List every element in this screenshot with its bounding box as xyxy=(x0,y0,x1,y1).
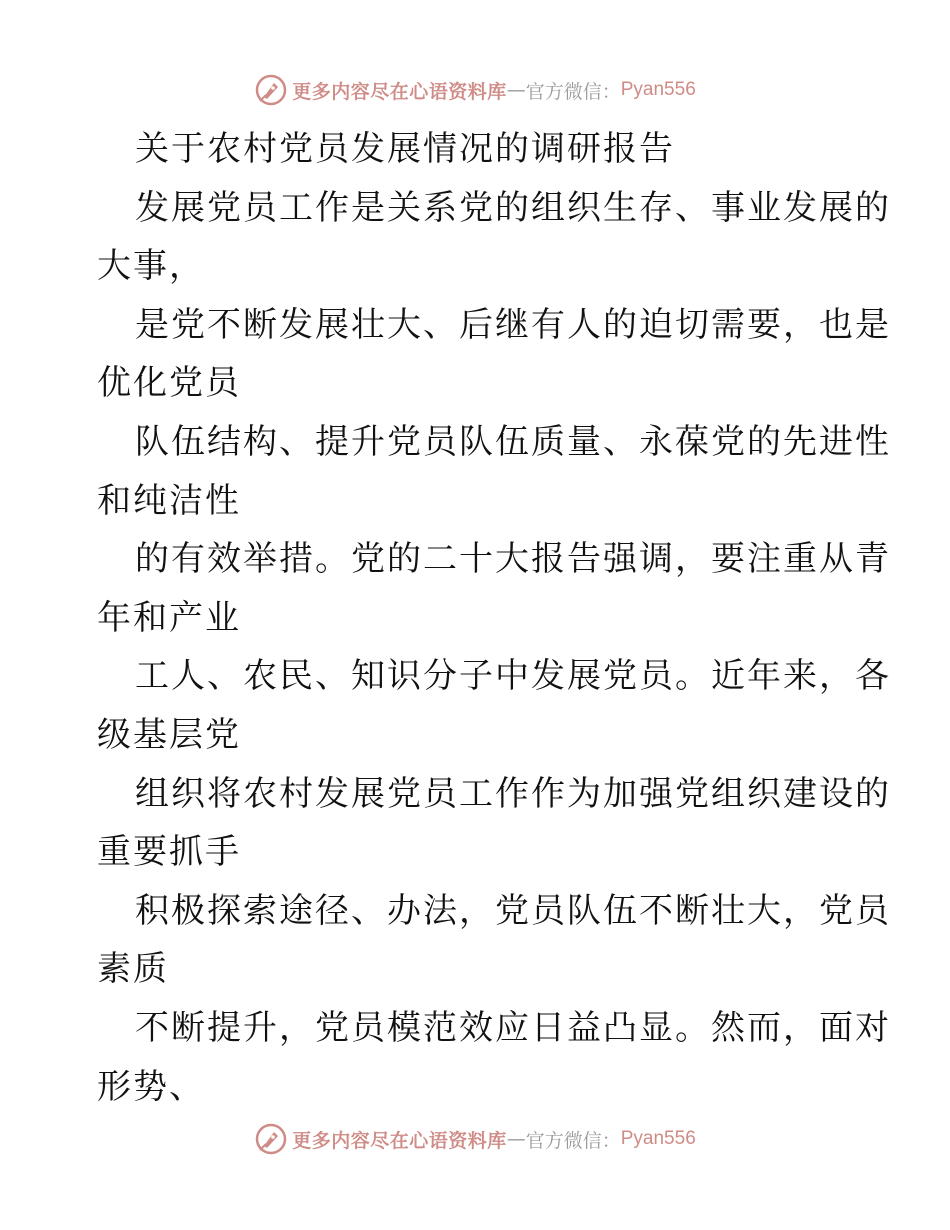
body-line: 发展党员工作是关系党的组织生存、事业发展的 xyxy=(135,187,891,228)
body-line: 的有效举措。党的二十大报告强调，要注重从青 xyxy=(135,539,891,580)
body-line: 队伍结构、提升党员队伍质量、永葆党的先进性 xyxy=(135,421,891,462)
contact-value: Pyan556 xyxy=(620,79,696,100)
body-line: 组织将农村发展党员工作作为加强党组织建设的 xyxy=(135,773,891,814)
body-line: 不断提升，党员模范效应日益凸显。然而，面对 xyxy=(135,1007,891,1048)
body-line: 大事， xyxy=(97,246,205,287)
body-line: 积极探索途径、办法，党员队伍不断壮大，党员 xyxy=(135,890,891,931)
separator: — xyxy=(506,79,526,101)
body-line: 素质 xyxy=(97,949,169,990)
body-line: 形势、 xyxy=(97,1066,205,1107)
contact-label: 官方微信： xyxy=(525,80,621,103)
document-title: 关于农村党员发展情况的调研报告 xyxy=(135,129,675,169)
brand-text: 更多内容尽在心语资料库 xyxy=(292,80,507,103)
separator: — xyxy=(506,1128,526,1150)
contact-label: 官方微信： xyxy=(525,1129,621,1152)
body-line: 优化党员 xyxy=(97,363,241,404)
body-line: 级基层党 xyxy=(97,714,241,755)
footer-watermark xyxy=(0,1119,950,1159)
body-line: 是党不断发展壮大、后继有人的迫切需要，也是 xyxy=(135,304,891,345)
body-line: 年和产业 xyxy=(97,597,241,638)
pen-nib-circle-icon xyxy=(254,73,288,107)
brand-text: 更多内容尽在心语资料库 xyxy=(292,1129,507,1152)
header-watermark xyxy=(0,70,950,110)
pen-nib-circle-icon xyxy=(254,1122,288,1156)
document-body xyxy=(97,120,891,1116)
body-line: 重要抓手 xyxy=(97,832,241,873)
body-line: 工人、农民、知识分子中发展党员。近年来，各 xyxy=(135,656,891,697)
contact-value: Pyan556 xyxy=(620,1128,696,1149)
body-line: 和纯洁性 xyxy=(97,480,241,521)
